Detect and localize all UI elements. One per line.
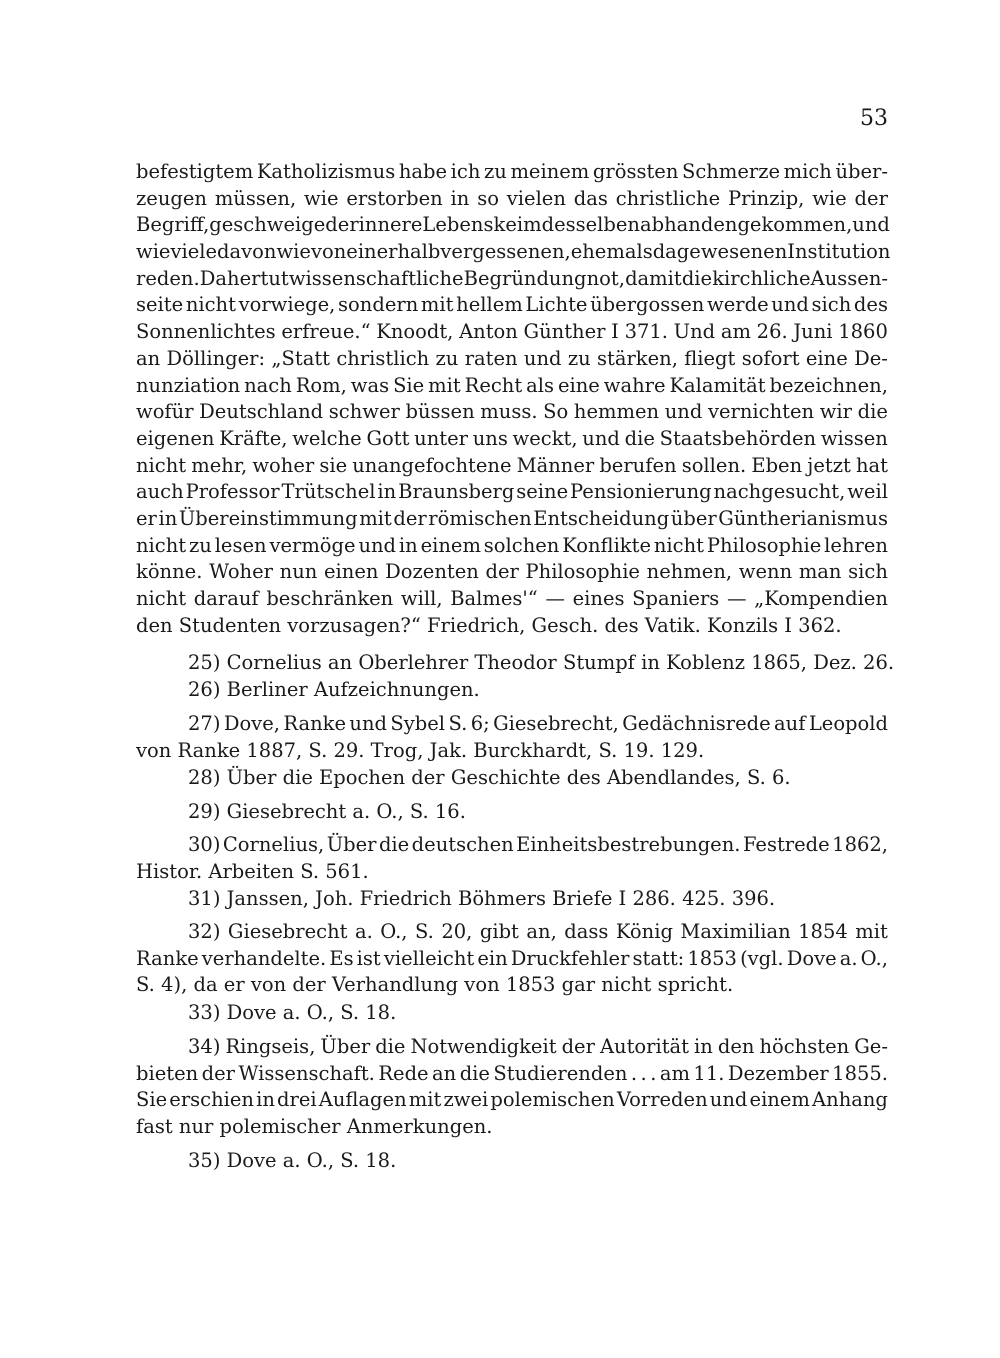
page-number: 53 <box>860 106 888 131</box>
text-line: 27) Dove, Ranke und Sybel S. 6; Giesebrecht, Gedächnisrede auf Leopold <box>188 712 888 735</box>
text-line: fast nur polemischer Anmerkungen. <box>136 1115 493 1139</box>
text-line: seite nicht vorwiege, sondern mit hellem Lichte übergossen werde und sich des <box>136 293 888 317</box>
footnote <box>136 1000 888 1027</box>
footnote <box>136 1148 888 1175</box>
text-line: reden. Daher tut wissenschaftliche Begründung not, damit die kirchliche Aussen- <box>136 266 888 290</box>
text-line: S. 4), da er von der Verhandlung von 1853 gar nicht spricht. <box>136 973 734 997</box>
text-line: nicht darauf beschränken will, Balmes'“ — eines Spaniers — „Kompendien <box>136 587 888 610</box>
footnote <box>136 1034 888 1141</box>
text-line: Ranke verhandelte. Es ist vielleicht ein Druckfehler statt: 1853 (vgl. Dove a. O., <box>136 946 888 970</box>
footnote <box>136 832 888 885</box>
text-line: befestigtem Katholizismus habe ich zu meinem grössten Schmerze mich über- <box>136 160 888 183</box>
text-line: 35) Dove a. O., S. 18. <box>188 1149 397 1172</box>
text-line: nunziation nach Rom, was Sie mit Recht als eine wahre Kalamität bezeichnen, <box>136 373 888 397</box>
text-line: den Studenten vorzusagen?“ Friedrich, Gesch. des Vatik. Konzils I 362. <box>136 613 842 637</box>
text-line: er in Übereinstimmung mit der römischen Entscheidung über Güntherianismus <box>136 506 888 530</box>
text-line: 34) Ringseis, Über die Notwendigkeit der Autorität in den höchsten Ge- <box>188 1035 888 1058</box>
footnote <box>136 799 888 826</box>
text-line: von Ranke 1887, S. 29. Trog, Jak. Burckhardt, S. 19. 129. <box>136 738 705 762</box>
text-line: 30) Cornelius, Über die deutschen Einheitsbestrebungen. Festrede 1862, <box>188 833 888 856</box>
text-line: nicht zu lesen vermöge und in einem solchen Konflikte nicht Philosophie lehren <box>136 533 888 557</box>
text-line: nicht mehr, woher sie unangefochtene Männer berufen sollen. Eben jetzt hat <box>136 453 888 477</box>
footnote <box>136 765 888 792</box>
footnote <box>136 919 888 999</box>
main-paragraph <box>136 159 891 639</box>
text-line: Sie erschien in drei Auflagen mit zwei polemischen Vorreden und einem Anhang <box>136 1088 888 1112</box>
text-line: 26) Berliner Aufzeichnungen. <box>188 678 480 701</box>
text-line: 32) Giesebrecht a. O., S. 20, gibt an, dass König Maximilian 1854 mit <box>188 920 888 943</box>
footnote <box>136 677 888 704</box>
text-line: 31) Janssen, Joh. Friedrich Böhmers Briefe I 286. 425. 396. <box>188 887 776 910</box>
text-line: an Döllinger: „Statt christlich zu raten und zu stärken, fliegt sofort eine De- <box>136 346 888 370</box>
text-line: 25) Cornelius an Oberlehrer Theodor Stumpf in Koblenz 1865, Dez. 26. <box>188 651 895 674</box>
text-line: 33) Dove a. O., S. 18. <box>188 1001 397 1024</box>
footnote <box>136 886 888 913</box>
footnote <box>136 650 895 677</box>
footnote <box>136 711 888 764</box>
text-line: zeugen müssen, wie erstorben in so vielen das christliche Prinzip, wie der <box>136 186 888 210</box>
text-line: 28) Über die Epochen der Geschichte des Abendlandes, S. 6. <box>188 766 791 789</box>
text-line: Begriff, geschweige der innere Lebenskeim desselben abhanden gekommen, und <box>136 213 890 237</box>
text-line: bieten der Wissenschaft. Rede an die Studierenden . . . am 11. Dezember 1855. <box>136 1061 888 1085</box>
text-line: wie viele davon wie von einer halbvergessenen, ehemals dagewesenen Institution <box>136 240 891 264</box>
text-line: auch Professor Trütschel in Braunsberg seine Pensionierung nachgesucht, weil <box>136 480 888 504</box>
text-line: eigenen Kräfte, welche Gott unter uns weckt, und die Staatsbehörden wissen <box>136 426 888 450</box>
text-line: wofür Deutschland schwer büssen muss. So hemmen und vernichten wir die <box>136 400 888 424</box>
text-line: Histor. Arbeiten S. 561. <box>136 859 369 883</box>
text-line: könne. Woher nun einen Dozenten der Philosophie nehmen, wenn man sich <box>136 560 888 584</box>
text-line: Sonnenlichtes erfreue.“ Knoodt, Anton Günther I 371. Und am 26. Juni 1860 <box>136 320 888 344</box>
text-line: 29) Giesebrecht a. O., S. 16. <box>188 800 466 823</box>
